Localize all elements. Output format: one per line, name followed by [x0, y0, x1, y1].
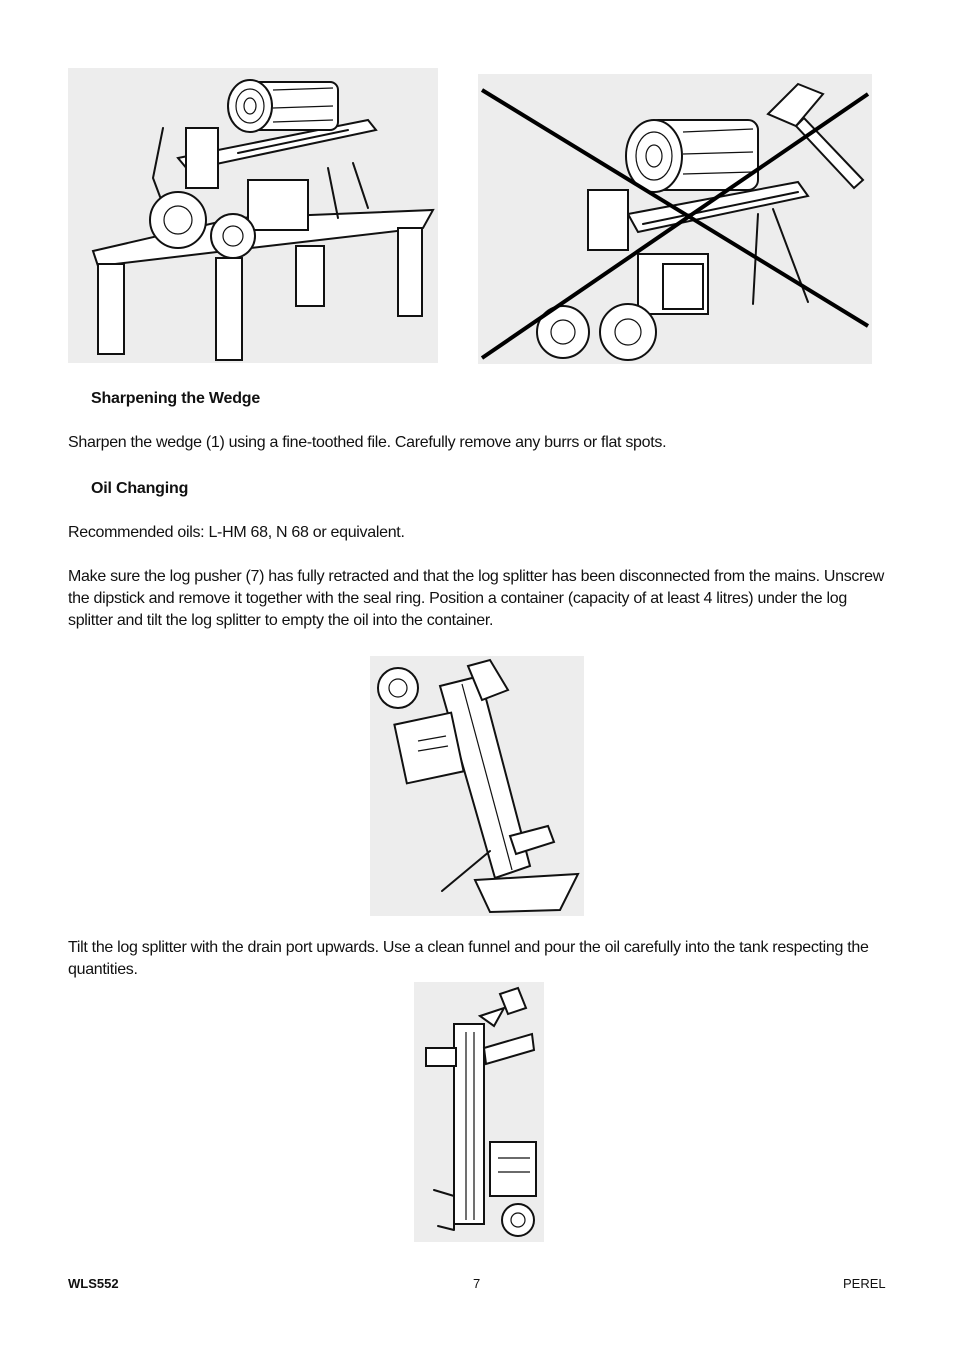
oil-changing-heading: Oil Changing	[91, 480, 189, 497]
oil-drain-instructions: Make sure the log pusher (7) has fully retracted and that the log splitter has been disconnected from the mains. Unscrew the dipstick and remove it together with the seal ring. Position a container (capacity of at least 4 litres) under the log splitter and tilt the log splitter to empty the oil into the container.	[68, 568, 885, 629]
footer-page-number: 7	[473, 1276, 481, 1291]
oil-fill-instructions: Tilt the log splitter with the drain port upwards. Use a clean funnel and pour the oil carefully into the tank respecting the quantities.	[68, 939, 869, 978]
footer-brand: PEREL	[843, 1276, 886, 1291]
sharpening-text: Sharpen the wedge (1) using a fine-toothed file. Carefully remove any burrs or flat spots.	[68, 434, 667, 451]
illustration-oil-filling	[414, 982, 544, 1242]
footer-model: WLS552	[68, 1276, 119, 1291]
sharpening-heading: Sharpening the Wedge	[91, 390, 261, 407]
recommended-oils-text: Recommended oils: L-HM 68, N 68 or equivalent.	[68, 524, 405, 541]
illustration-hammer-prohibited	[478, 74, 872, 364]
illustration-splitter-on-table	[68, 68, 438, 363]
illustration-oil-draining	[370, 656, 584, 916]
